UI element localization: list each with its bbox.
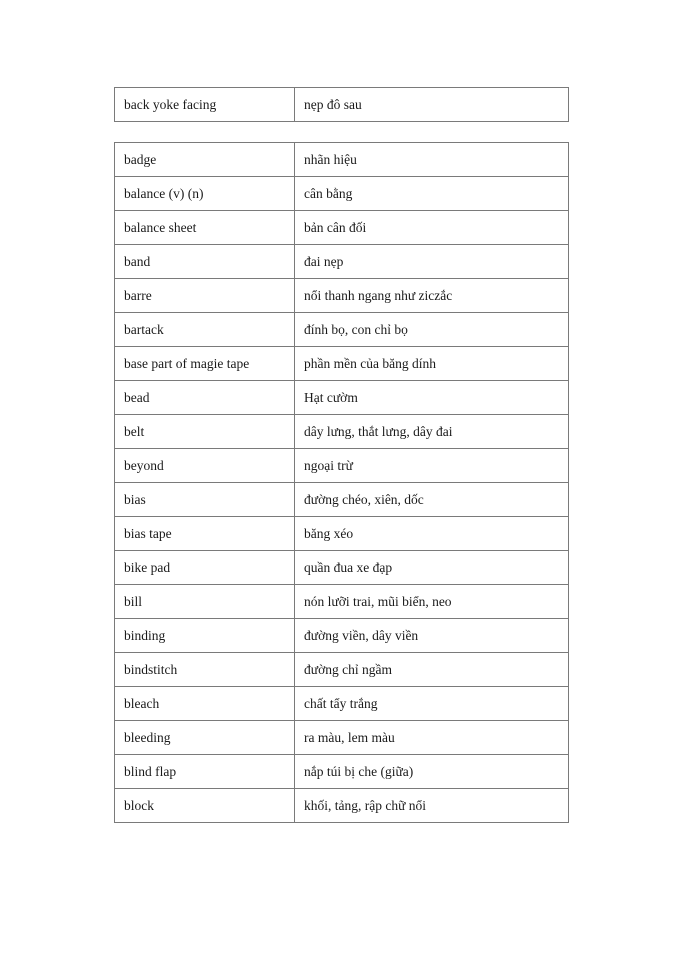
term-cell: beyond bbox=[115, 449, 295, 483]
meaning-cell: nhãn hiệu bbox=[295, 143, 569, 177]
meaning-cell: phần mền của băng dính bbox=[295, 347, 569, 381]
term-cell: bias tape bbox=[115, 517, 295, 551]
glossary-row bbox=[115, 347, 569, 381]
meaning-cell: quần đua xe đạp bbox=[295, 551, 569, 585]
term-cell: bartack bbox=[115, 313, 295, 347]
term-cell: badge bbox=[115, 143, 295, 177]
glossary-row bbox=[115, 755, 569, 789]
term-cell: binding bbox=[115, 619, 295, 653]
term-cell: back yoke facing bbox=[115, 88, 295, 122]
meaning-cell: khối, tảng, rập chữ nổi bbox=[295, 789, 569, 823]
meaning-cell: đường chỉ ngầm bbox=[295, 653, 569, 687]
glossary-table-2-body bbox=[115, 143, 569, 823]
term-cell: barre bbox=[115, 279, 295, 313]
meaning-cell: nẹp đô sau bbox=[295, 88, 569, 122]
glossary-table-2 bbox=[114, 142, 569, 823]
meaning-cell: nổi thanh ngang như ziczắc bbox=[295, 279, 569, 313]
term-cell: base part of magie tape bbox=[115, 347, 295, 381]
glossary-row bbox=[115, 653, 569, 687]
glossary-row bbox=[115, 313, 569, 347]
term-cell: bike pad bbox=[115, 551, 295, 585]
term-cell: balance sheet bbox=[115, 211, 295, 245]
glossary-row bbox=[115, 789, 569, 823]
term-cell: blind flap bbox=[115, 755, 295, 789]
meaning-cell: đai nẹp bbox=[295, 245, 569, 279]
term-cell: bleach bbox=[115, 687, 295, 721]
meaning-cell: chất tẩy trắng bbox=[295, 687, 569, 721]
meaning-cell: nón lưỡi trai, mũi biển, neo bbox=[295, 585, 569, 619]
glossary-row bbox=[115, 245, 569, 279]
meaning-cell: bản cân đối bbox=[295, 211, 569, 245]
term-cell: bill bbox=[115, 585, 295, 619]
meaning-cell: đường chéo, xiên, dốc bbox=[295, 483, 569, 517]
glossary-row bbox=[115, 211, 569, 245]
term-cell: bindstitch bbox=[115, 653, 295, 687]
meaning-cell: ra màu, lem màu bbox=[295, 721, 569, 755]
term-cell: block bbox=[115, 789, 295, 823]
glossary-row bbox=[115, 381, 569, 415]
glossary-row bbox=[115, 517, 569, 551]
glossary-row bbox=[115, 415, 569, 449]
term-cell: belt bbox=[115, 415, 295, 449]
glossary-row bbox=[115, 177, 569, 211]
meaning-cell: dây lưng, thắt lưng, dây đai bbox=[295, 415, 569, 449]
glossary-row bbox=[115, 449, 569, 483]
term-cell: band bbox=[115, 245, 295, 279]
term-cell: bias bbox=[115, 483, 295, 517]
glossary-row bbox=[115, 585, 569, 619]
meaning-cell: Hạt cườm bbox=[295, 381, 569, 415]
meaning-cell: băng xéo bbox=[295, 517, 569, 551]
glossary-row bbox=[115, 551, 569, 585]
glossary-row bbox=[115, 687, 569, 721]
glossary-table-1-body bbox=[115, 88, 569, 122]
glossary-table-1 bbox=[114, 87, 569, 122]
meaning-cell: đường viền, dây viền bbox=[295, 619, 569, 653]
term-cell: bleeding bbox=[115, 721, 295, 755]
glossary-row bbox=[115, 88, 569, 122]
meaning-cell: ngoại trừ bbox=[295, 449, 569, 483]
term-cell: balance (v) (n) bbox=[115, 177, 295, 211]
meaning-cell: nắp túi bị che (giữa) bbox=[295, 755, 569, 789]
meaning-cell: cân bằng bbox=[295, 177, 569, 211]
glossary-row bbox=[115, 619, 569, 653]
term-cell: bead bbox=[115, 381, 295, 415]
glossary-row bbox=[115, 483, 569, 517]
glossary-row bbox=[115, 143, 569, 177]
meaning-cell: đính bọ, con chỉ bọ bbox=[295, 313, 569, 347]
glossary-row bbox=[115, 721, 569, 755]
glossary-row bbox=[115, 279, 569, 313]
